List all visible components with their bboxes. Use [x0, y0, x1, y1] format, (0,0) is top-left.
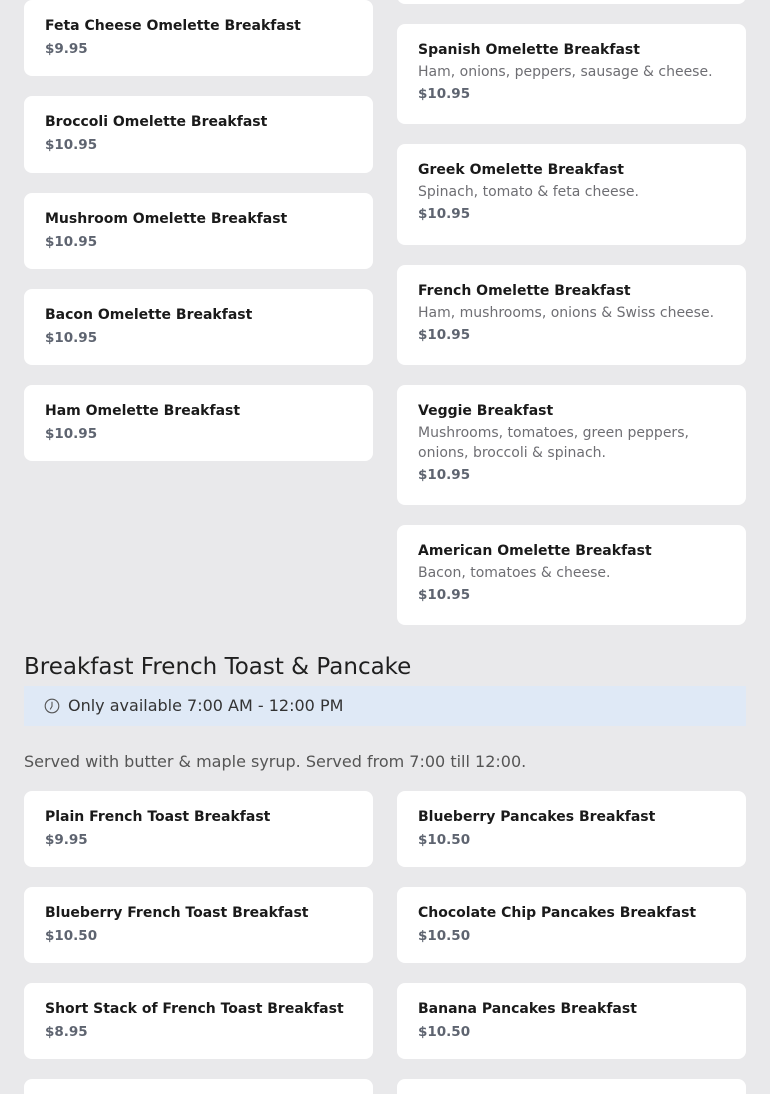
menu-item-card-partial[interactable] — [397, 0, 746, 4]
menu-item-card[interactable] — [24, 96, 373, 173]
menu-item-price: $10.95 — [418, 467, 471, 483]
menu-item-price: $10.95 — [418, 587, 471, 603]
menu-item-price: $10.50 — [418, 928, 471, 944]
menu-item-price: $9.95 — [45, 41, 88, 57]
menu-item-name: Veggie Breakfast — [418, 403, 554, 419]
menu-item-description: Bacon, tomatoes & cheese. — [418, 565, 611, 581]
menu-item-price: $10.50 — [418, 1024, 471, 1040]
menu-item-card[interactable] — [397, 24, 746, 124]
menu-item-name: Bacon Omelette Breakfast — [45, 307, 253, 323]
menu-item-name: Feta Cheese Omelette Breakfast — [45, 18, 301, 34]
menu-item-name: Ham Omelette Breakfast — [45, 403, 241, 419]
clock-icon — [44, 698, 60, 714]
menu-item-description: Ham, mushrooms, onions & Swiss cheese. — [418, 305, 715, 321]
menu-item-name: Mushroom Omelette Breakfast — [45, 211, 288, 227]
menu-item-card[interactable] — [397, 144, 746, 245]
menu-item-price: $8.95 — [45, 1024, 88, 1040]
availability-text: Only available 7:00 AM - 12:00 PM — [68, 696, 344, 715]
menu-item-card[interactable] — [24, 791, 373, 867]
menu-item-name: Plain French Toast Breakfast — [45, 809, 271, 825]
menu-item-card[interactable] — [24, 289, 373, 365]
menu-item-card-partial[interactable] — [24, 1079, 373, 1094]
menu-item-name: Blueberry Pancakes Breakfast — [418, 809, 656, 825]
menu-item-card-partial[interactable] — [397, 1079, 746, 1094]
menu-item-name: Chocolate Chip Pancakes Breakfast — [418, 905, 697, 921]
menu-item-name: American Omelette Breakfast — [418, 543, 652, 559]
menu-item-price: $10.95 — [45, 234, 98, 250]
menu-item-card[interactable] — [24, 193, 373, 269]
menu-item-price: $9.95 — [45, 832, 88, 848]
section-description: Served with butter & maple syrup. Served from 7:00 till 12:00. — [24, 752, 527, 771]
menu-item-card[interactable] — [397, 385, 746, 505]
menu-item-name: Blueberry French Toast Breakfast — [45, 905, 309, 921]
menu-item-name: Broccoli Omelette Breakfast — [45, 114, 268, 130]
menu-item-card[interactable] — [24, 983, 373, 1059]
menu-item-price: $10.50 — [45, 928, 98, 944]
menu-item-price: $10.95 — [45, 330, 98, 346]
menu-item-card[interactable] — [397, 983, 746, 1059]
section-title: Breakfast French Toast & Pancake — [24, 654, 412, 680]
menu-item-description: Spinach, tomato & feta cheese. — [418, 184, 639, 200]
menu-item-price: $10.95 — [418, 206, 471, 222]
menu-item-price: $10.95 — [418, 327, 471, 343]
menu-item-name: Greek Omelette Breakfast — [418, 162, 624, 178]
menu-item-card[interactable] — [397, 791, 746, 867]
menu-item-card[interactable] — [24, 0, 373, 76]
menu-item-card[interactable] — [397, 887, 746, 963]
menu-item-card[interactable] — [24, 887, 373, 963]
menu-item-name: Spanish Omelette Breakfast — [418, 42, 640, 58]
menu-item-name: Banana Pancakes Breakfast — [418, 1001, 637, 1017]
menu-item-card[interactable] — [24, 385, 373, 461]
menu-item-card[interactable] — [397, 525, 746, 625]
menu-item-price: $10.95 — [45, 426, 98, 442]
menu-item-description: Mushrooms, tomatoes, green peppers, onions, broccoli & spinach. — [418, 425, 689, 461]
menu-item-description: Ham, onions, peppers, sausage & cheese. — [418, 64, 713, 80]
menu-item-price: $10.95 — [418, 86, 471, 102]
menu-item-name: French Omelette Breakfast — [418, 283, 631, 299]
menu-item-name: Short Stack of French Toast Breakfast — [45, 1001, 344, 1017]
availability-banner — [24, 686, 746, 726]
menu-item-card[interactable] — [397, 265, 746, 365]
menu-item-price: $10.50 — [418, 832, 471, 848]
menu-item-price: $10.95 — [45, 137, 98, 153]
